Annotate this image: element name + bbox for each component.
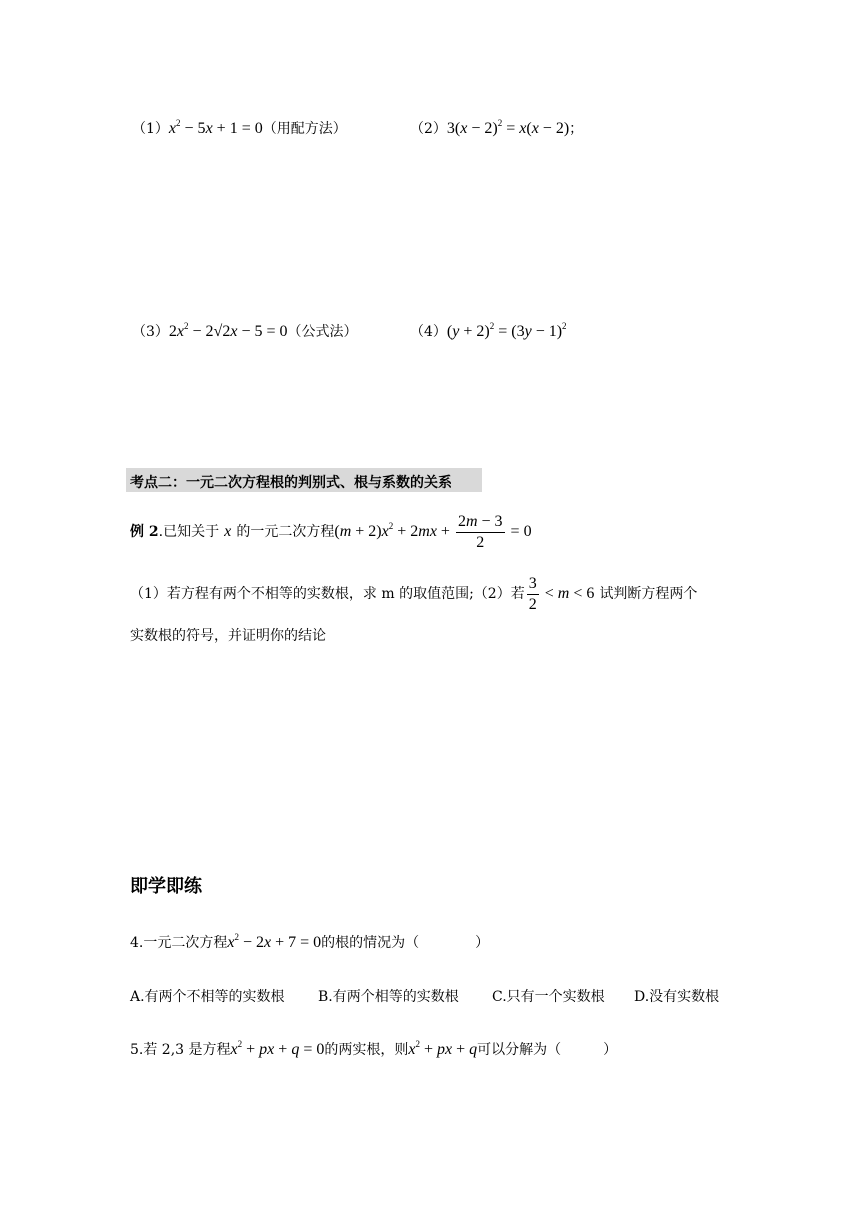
question-2: 试判断方程两个: [599, 586, 698, 603]
equation: $x^2 - 5x + 1 = 0$: [168, 118, 263, 137]
example-label: 例 2: [130, 524, 159, 541]
q4-start: 4.一元二次方程: [130, 935, 228, 951]
q5-equation: $x^2$ + px + q = 0: [230, 1039, 325, 1058]
practice-heading: 即学即练: [130, 876, 202, 897]
q4-end: 的根的情况为（ ）: [321, 935, 490, 951]
problem-1-4: [410, 321, 567, 341]
item-label: （2）: [410, 121, 447, 137]
equation: $2x^2 - 2√2x - 5 = 0$: [168, 321, 288, 340]
item-tail: ；: [569, 121, 584, 137]
problem-1-3: [132, 321, 358, 341]
section-heading: 考点二：一元二次方程根的判别式、根与系数的关系: [130, 475, 452, 491]
problem-1-2: [410, 118, 583, 138]
question-2-continued: 实数根的符号，并证明你的结论: [130, 628, 326, 644]
method-note: （用配方法）: [262, 121, 347, 137]
option-b: B.有两个相等的实数根: [318, 989, 459, 1005]
option-a: A.有两个不相等的实数根: [130, 989, 285, 1005]
example-intro: .已知关于: [158, 524, 220, 541]
example-var: x: [224, 523, 232, 541]
q4-equation: $x^2 - 2x + 7 = 0$: [227, 932, 322, 951]
equation: $3(x - 2)^2 = x(x - 2)$: [446, 118, 570, 137]
item-label: （4）: [410, 324, 447, 340]
method-note: （公式法）: [287, 324, 358, 340]
item-label: （1）: [132, 121, 169, 137]
q5-end: 可以分解为（ ）: [477, 1042, 618, 1058]
option-c: C.只有一个实数根: [492, 989, 605, 1005]
q5-mid: 的两实根，则: [324, 1042, 409, 1058]
question-5: [130, 1039, 617, 1059]
example-equation: $(m + 2)x^2 + 2mx$ + $\frac{2m - 3}{2}$ = 0: [334, 513, 532, 551]
q5-expression: $x^2$ + px + q: [408, 1039, 478, 1058]
question-4: [130, 932, 489, 952]
example-2-statement: [130, 513, 532, 552]
example-intro-2: 的一元二次方程: [236, 524, 335, 541]
q5-start: 5.若 2,3 是方程: [130, 1042, 231, 1058]
question-1: （1）若方程有两个不相等的实数根，求 m 的取值范围;（2）若: [130, 586, 525, 603]
option-d: D.没有实数根: [634, 989, 720, 1005]
equation: $(y + 2)^2 = (3y - 1)^2$: [446, 321, 567, 340]
item-label: （3）: [132, 324, 169, 340]
inequality: $\frac{3}{2}$ < m < 6: [528, 575, 595, 613]
example-2-questions: [130, 575, 697, 614]
problem-1-1: [132, 118, 347, 138]
